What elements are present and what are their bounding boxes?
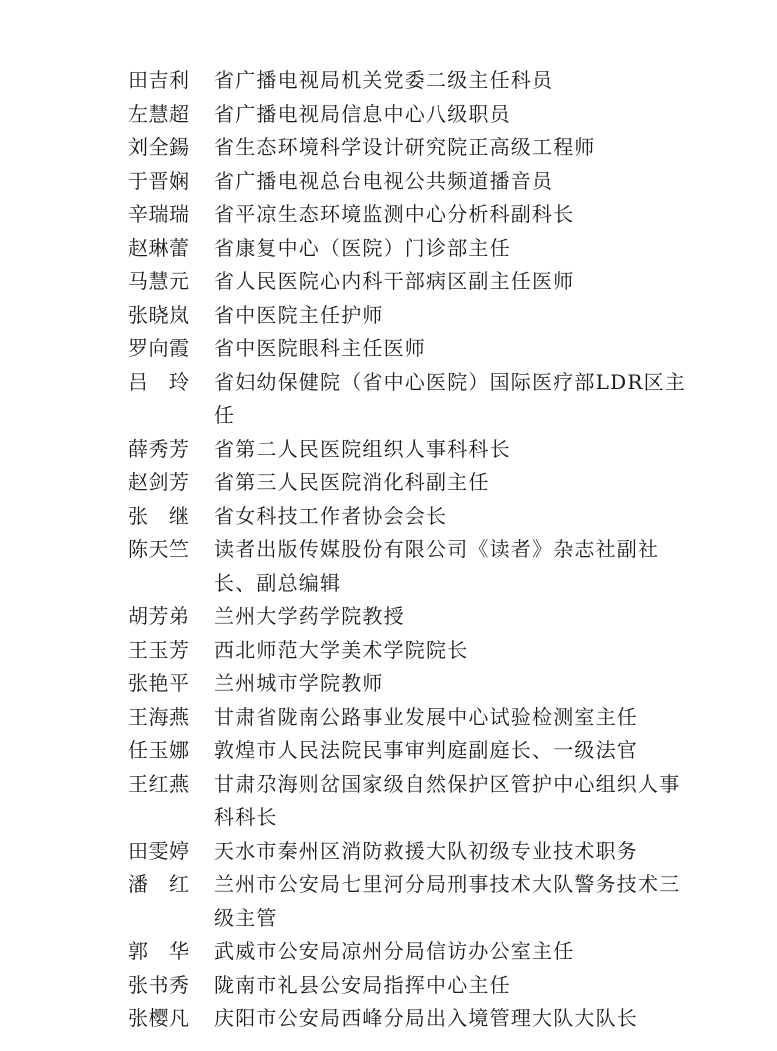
person-name: 王玉芳 (128, 637, 190, 662)
person-name: 薛秀芳 (128, 436, 190, 461)
list-item (128, 935, 688, 969)
person-title: 兰州城市学院教师 (214, 671, 384, 695)
person-name: 马慧元 (128, 269, 190, 293)
person-name: 任玉娜 (128, 738, 190, 762)
person-title: 省人民医院心内科干部病区副主任医师 (214, 269, 575, 293)
person-name: 王红燕 (128, 771, 190, 796)
list-item (128, 198, 688, 232)
list-item (128, 165, 688, 199)
list-item (128, 64, 688, 98)
person-name: 刘全鍚 (128, 135, 190, 159)
person-name: 罗向霞 (128, 336, 190, 360)
list-item (128, 332, 688, 366)
list-item (128, 533, 688, 600)
person-name: 潘 红 (128, 872, 190, 896)
person-title: 省中医院主任护师 (214, 302, 384, 327)
person-name: 田雯婷 (128, 838, 190, 863)
person-title: 兰州大学药学院教授 (214, 604, 405, 628)
person-name: 胡芳弟 (128, 604, 190, 628)
person-title: 省妇幼保健院（省中心医院）国际医疗部LDR区主任 (214, 369, 686, 427)
person-name: 张樱凡 (128, 1006, 190, 1030)
honoree-list (128, 64, 688, 1036)
person-name: 郭 华 (128, 939, 190, 963)
person-title: 省广播电视局机关党委二级主任科员 (214, 68, 554, 92)
list-item (128, 299, 688, 333)
person-name: 王海燕 (128, 704, 190, 729)
list-item (128, 969, 688, 1003)
person-title: 省生态环境科学设计研究院正高级工程师 (214, 135, 596, 159)
person-title: 省康复中心（医院）门诊部主任 (214, 235, 511, 260)
person-title: 敦煌市人民法院民事审判庭副庭长、一级法官 (214, 738, 638, 762)
person-name: 辛瑞瑞 (128, 202, 190, 226)
person-title: 兰州市公安局七里河分局刑事技术大队警务技术三级主管 (214, 872, 681, 930)
person-title: 天水市秦州区消防救援大队初级专业技术职务 (214, 838, 638, 863)
person-name: 陈天竺 (128, 537, 190, 561)
list-item (128, 98, 688, 132)
person-title: 庆阳市公安局西峰分局出入境管理大队大队长 (214, 1006, 638, 1030)
list-item (128, 701, 688, 735)
person-title: 西北师范大学美术学院院长 (214, 637, 469, 662)
person-title: 武威市公安局凉州分局信访办公室主任 (214, 939, 575, 963)
person-title: 甘肃尕海则岔国家级自然保护区管护中心组织人事科科长 (214, 771, 681, 829)
person-title: 省广播电视局信息中心八级职员 (214, 101, 511, 126)
list-item (128, 667, 688, 701)
list-item (128, 433, 688, 467)
person-title: 省中医院眼科主任医师 (214, 336, 426, 360)
list-item (128, 466, 688, 500)
list-item (128, 265, 688, 299)
person-title: 读者出版传媒股份有限公司《读者》杂志社副社长、副总编辑 (214, 537, 660, 595)
list-item (128, 835, 688, 869)
person-title: 省广播电视总台电视公共频道播音员 (214, 168, 554, 193)
person-name: 张晓岚 (128, 302, 190, 327)
list-item (128, 768, 688, 835)
list-item (128, 1002, 688, 1036)
person-title: 省女科技工作者协会会长 (214, 503, 448, 528)
list-item (128, 868, 688, 935)
person-name: 田吉利 (128, 68, 190, 92)
list-item (128, 131, 688, 165)
list-item (128, 634, 688, 668)
person-name: 赵剑芳 (128, 470, 190, 494)
person-name: 左慧超 (128, 101, 190, 126)
person-title: 甘肃省陇南公路事业发展中心试验检测室主任 (214, 704, 638, 729)
list-item (128, 500, 688, 534)
person-title: 省第二人民医院组织人事科科长 (214, 436, 511, 461)
list-item (128, 734, 688, 768)
person-name: 张艳平 (128, 671, 190, 695)
person-name: 张书秀 (128, 972, 190, 997)
person-name: 于晋娴 (128, 168, 190, 193)
list-item (128, 232, 688, 266)
person-name: 赵琳蕾 (128, 235, 190, 260)
person-title: 省第三人民医院消化科副主任 (214, 470, 490, 494)
person-name: 张 继 (128, 503, 190, 528)
list-item (128, 600, 688, 634)
person-title: 陇南市礼县公安局指挥中心主任 (214, 972, 511, 997)
person-name: 吕 玲 (128, 369, 190, 394)
list-item (128, 366, 688, 433)
person-title: 省平凉生态环境监测中心分析科副科长 (214, 202, 575, 226)
